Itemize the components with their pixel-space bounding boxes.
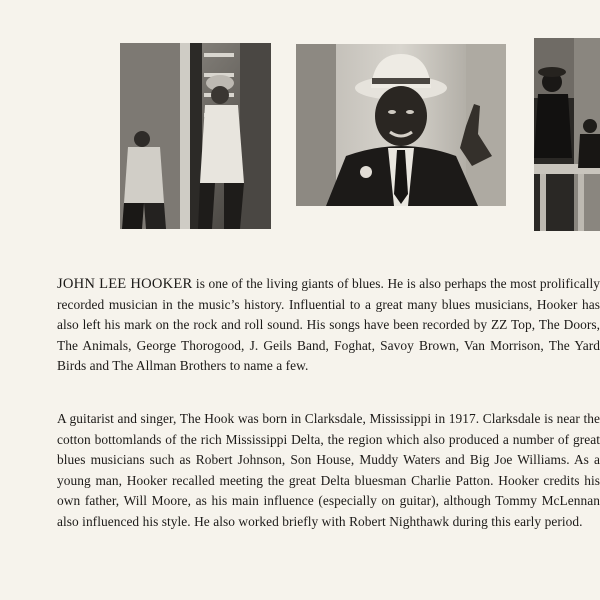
- bio-paragraph-2: [57, 409, 600, 532]
- bio-paragraph-2-text: A guitarist and singer, The Hook was born in Clarksdale, Mississippi in 1917. Clarksdale is near the cotton bottomlands of the rich Mississippi Delta, the region which also produced a number of great blues musicians such as Robert Johnson, Son House, Muddy Waters and Big Joe Williams. As a young man, Hooker recalled meeting the great Delta bluesman Charlie Patton. Hooker credits his own father, Will Moore, as his main influence (especially on guitar), although Tommy McLennan also influenced his style. He also worked briefly with Robert Nighthawk during this early period.: [57, 411, 600, 529]
- photo-hooker-portrait-image: [296, 44, 506, 206]
- bio-paragraph-1: [57, 274, 600, 377]
- photo-seated-figures: [534, 38, 600, 231]
- photo-musicians-outdoors: [120, 43, 271, 229]
- photo-seated-figures-image: [534, 38, 600, 231]
- bio-paragraph-1-text: is one of the living giants of blues. He is also perhaps the most prolifically recorded musician in the music’s history. Influential to a great many blues musicians, Hooker has also left his mark on the rock and roll sound. His songs have been recorded by ZZ Top, The Doors, The Animals, George Thorogood, J. Geils Band, Foghat, Savoy Brown, Van Morrison, The Yard Birds and The Allman Brothers to name a few.: [57, 276, 600, 373]
- photo-musicians-outdoors-image: [120, 43, 271, 229]
- artist-name: JOHN LEE HOOKER: [57, 276, 193, 292]
- photo-hooker-portrait: [296, 44, 506, 206]
